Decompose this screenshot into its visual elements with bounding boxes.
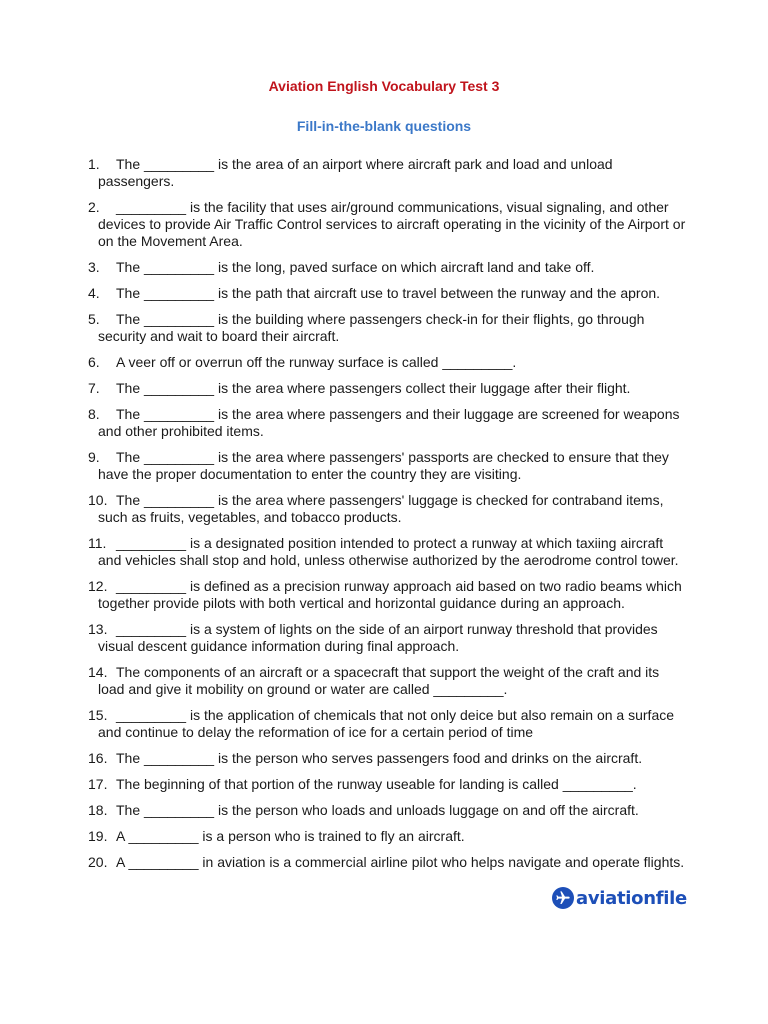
question-item	[88, 621, 688, 655]
question-item	[88, 285, 688, 302]
question-text: A _________ in aviation is a commercial airline pilot who helps navigate and operate flights.	[116, 854, 685, 870]
question-number: 10.	[88, 492, 108, 508]
question-text: The _________ is the path that aircraft use to travel between the runway and the apron.	[116, 285, 661, 301]
page-subtitle: Fill-in-the-blank questions	[296, 118, 472, 134]
question-text: A veer off or overrun off the runway surface is called _________.	[116, 354, 517, 370]
question-number: 15.	[88, 707, 108, 723]
question-number: 16.	[88, 750, 108, 766]
page-title: Aviation English Vocabulary Test 3	[268, 78, 500, 94]
question-text: The _________ is the person who loads and unloads luggage on and off the aircraft.	[116, 802, 639, 818]
question-number: 13.	[88, 621, 108, 637]
question-item	[88, 156, 688, 190]
question-number: 18.	[88, 802, 108, 818]
question-item	[88, 750, 688, 767]
question-number: 17.	[88, 776, 108, 792]
question-item	[88, 578, 688, 612]
question-text: _________ is the application of chemicals that not only deice but also remain on a surface and continue to delay the reformation of ice for a certain period of time	[98, 707, 675, 740]
question-text: The beginning of that portion of the runway useable for landing is called _________.	[116, 776, 637, 792]
question-number: 20.	[88, 854, 108, 870]
question-number: 6.	[88, 354, 100, 370]
question-number: 12.	[88, 578, 108, 594]
question-number: 19.	[88, 828, 108, 844]
question-item	[88, 535, 688, 569]
question-number: 8.	[88, 406, 100, 422]
question-item	[88, 802, 688, 819]
question-item	[88, 380, 688, 397]
question-item	[88, 354, 688, 371]
question-text: The _________ is the area where passengers and their luggage are screened for weapons and other prohibited items.	[98, 406, 680, 439]
logo-text: aviationfile	[576, 887, 687, 909]
question-text: The _________ is the person who serves passengers food and drinks on the aircraft.	[116, 750, 643, 766]
question-text: The components of an aircraft or a spacecraft that support the weight of the craft and its load and give it mobility on ground or water are called _________.	[98, 664, 660, 697]
question-text: _________ is a system of lights on the side of an airport runway threshold that provides visual descent guidance information during final approach.	[98, 621, 658, 654]
question-text: _________ is defined as a precision runway approach aid based on two radio beams which together provide pilots with both vertical and horizontal guidance during an approach.	[98, 578, 682, 611]
question-text: The _________ is the area where passengers collect their luggage after their flight.	[116, 380, 631, 396]
aviationfile-logo	[552, 887, 687, 909]
question-text: The _________ is the building where passengers check-in for their flights, go through security and wait to board their aircraft.	[98, 311, 645, 344]
question-text: _________ is the facility that uses air/ground communications, visual signaling, and other devices to provide Air Traffic Control services to aircraft operating in the vicinity of the Airport or on the Movement Area.	[98, 199, 686, 249]
question-text: The _________ is the area where passengers' passports are checked to ensure that they have the proper documentation to enter the country they are visiting.	[98, 449, 669, 482]
question-number: 2.	[88, 199, 100, 215]
question-item	[88, 311, 688, 345]
question-number: 11.	[88, 535, 107, 551]
question-text: The _________ is the long, paved surface on which aircraft land and take off.	[116, 259, 595, 275]
question-list	[88, 156, 688, 880]
question-item	[88, 449, 688, 483]
question-number: 1.	[88, 156, 100, 172]
question-item	[88, 854, 688, 871]
question-item	[88, 828, 688, 845]
question-text: The _________ is the area of an airport where aircraft park and load and unload passengers.	[98, 156, 613, 189]
question-number: 14.	[88, 664, 108, 680]
question-item	[88, 259, 688, 276]
question-item	[88, 406, 688, 440]
airplane-icon	[552, 887, 574, 909]
question-item	[88, 199, 688, 250]
question-item	[88, 492, 688, 526]
question-number: 5.	[88, 311, 100, 327]
question-number: 4.	[88, 285, 100, 301]
question-number: 3.	[88, 259, 100, 275]
question-item	[88, 707, 688, 741]
question-text: A _________ is a person who is trained to fly an aircraft.	[116, 828, 465, 844]
question-item	[88, 776, 688, 793]
question-text: The _________ is the area where passengers' luggage is checked for contraband items, such as fruits, vegetables, and tobacco products.	[98, 492, 664, 525]
question-number: 9.	[88, 449, 100, 465]
question-item	[88, 664, 688, 698]
question-number: 7.	[88, 380, 100, 396]
question-text: _________ is a designated position intended to protect a runway at which taxiing aircraft and vehicles shall stop and hold, unless otherwise authorized by the aerodrome control tower.	[98, 535, 679, 568]
